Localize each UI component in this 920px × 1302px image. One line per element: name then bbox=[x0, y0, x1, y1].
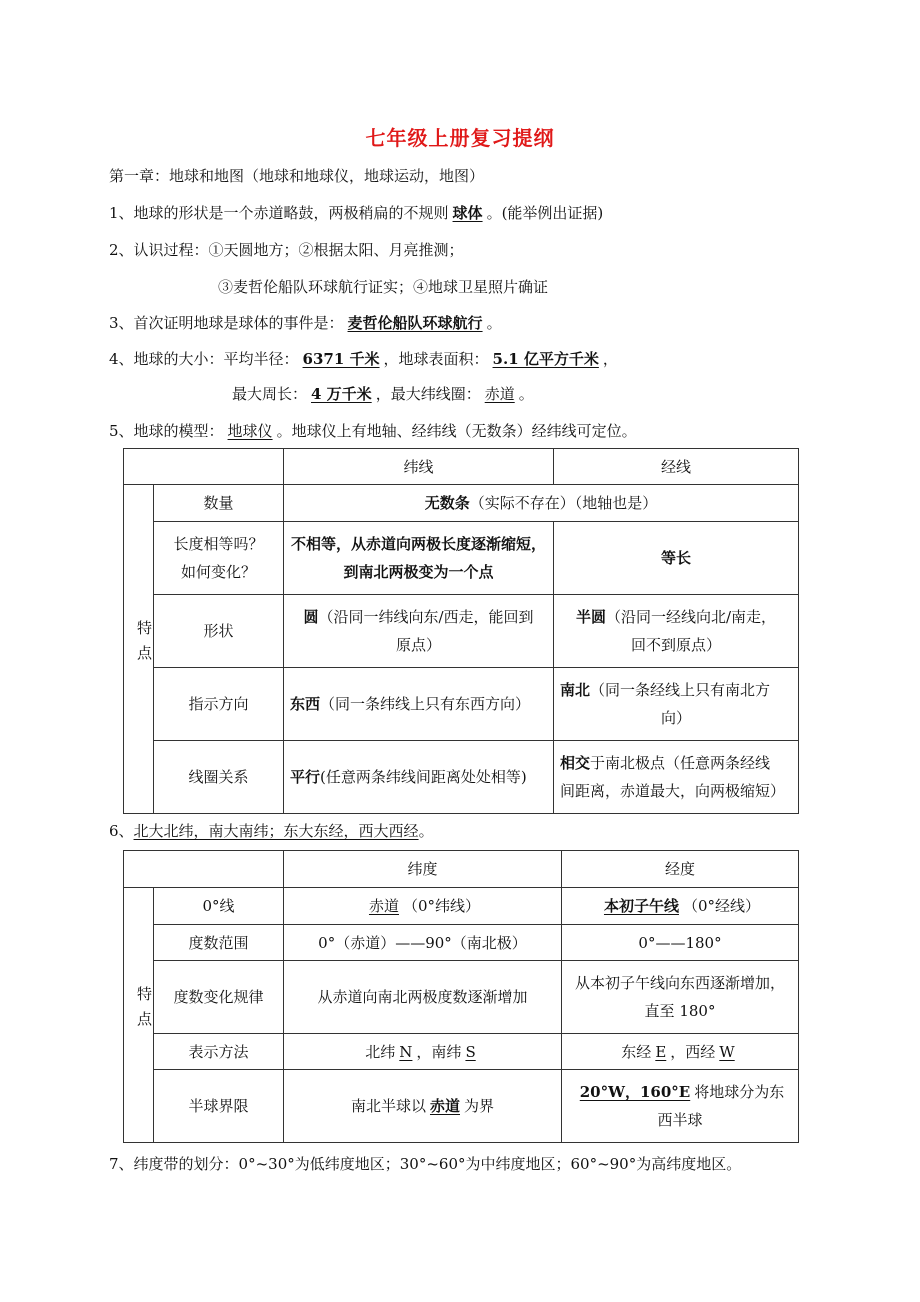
cell: 从赤道向南北两极度数逐渐增加 bbox=[284, 961, 562, 1034]
answer-blank: 北大北纬，南大南纬；东大东经，西大西经 bbox=[133, 822, 419, 840]
header-latitude-line: 纬线 bbox=[284, 449, 554, 485]
row-label: 度数范围 bbox=[154, 925, 284, 961]
cell: 圆（沿同一纬线向东/西走，能回到 原点） bbox=[284, 595, 554, 668]
item-4-line2: 最大周长： 4 万千米 ，最大纬线圈： 赤道 。 bbox=[232, 385, 534, 403]
item-6: 6、北大北纬，南大南纬；东大东经，西大西经。 bbox=[109, 822, 434, 840]
item-5: 5、地球的模型： 地球仪 。地球仪上有地轴、经纬线（无数条）经纬线可定位。 bbox=[109, 422, 637, 440]
header-longitude-line: 经线 bbox=[554, 449, 799, 485]
row-label: 数量 bbox=[154, 485, 284, 522]
item-3: 3、首次证明地球是球体的事件是： 麦哲伦船队环球航行 。 bbox=[109, 314, 502, 332]
group-label: 特点 bbox=[124, 888, 154, 1143]
cell: 半圆（沿同一经线向北/南走， 回不到原点） bbox=[554, 595, 799, 668]
answer-blank: 麦哲伦船队环球航行 bbox=[347, 314, 483, 332]
answer-blank: 5.1 亿平方千米 bbox=[492, 350, 599, 368]
cell: 平行(任意两条纬线间距离处处相等) bbox=[284, 741, 554, 814]
cell: 南北（同一条经线上只有南北方 向） bbox=[554, 668, 799, 741]
item-1: 1、地球的形状是一个赤道略鼓，两极稍扁的不规则 球体 。(能举例出证据) bbox=[109, 204, 604, 222]
header-longitude: 经度 bbox=[562, 851, 799, 888]
item-7: 7、纬度带的划分：0°~30°为低纬度地区；30°~60°为中纬度地区；60°~90°为高纬度地区。 bbox=[109, 1155, 742, 1173]
row-label: 度数变化规律 bbox=[154, 961, 284, 1034]
answer-blank: 地球仪 bbox=[227, 422, 273, 440]
cell: 南北半球以 赤道 为界 bbox=[284, 1070, 562, 1143]
row-label: 0°线 bbox=[154, 888, 284, 925]
cell: 20°W，160°E 将地球分为东 西半球 bbox=[562, 1070, 799, 1143]
corner-cell bbox=[124, 449, 284, 485]
latitude-longitude-lines-table bbox=[123, 448, 799, 814]
header-latitude: 纬度 bbox=[284, 851, 562, 888]
cell: 等长 bbox=[554, 522, 799, 595]
item-2-line2: ③麦哲伦船队环球航行证实；④地球卫星照片确证 bbox=[218, 278, 549, 296]
answer-blank: 4 万千米 bbox=[311, 385, 372, 403]
group-label: 特点 bbox=[124, 485, 154, 814]
cell: 赤道 （0°纬线） bbox=[284, 888, 562, 925]
cell: 从本初子午线向东西逐渐增加， 直至 180° bbox=[562, 961, 799, 1034]
row-label: 指示方向 bbox=[154, 668, 284, 741]
answer-blank: 6371 千米 bbox=[302, 350, 380, 368]
cell: 本初子午线 （0°经线） bbox=[562, 888, 799, 925]
cell: 东西（同一条纬线上只有东西方向） bbox=[284, 668, 554, 741]
cell: 无数条（实际不存在）（地轴也是） bbox=[284, 485, 799, 522]
cell: 不相等，从赤道向两极长度逐渐缩短， 到南北两极变为一个点 bbox=[284, 522, 554, 595]
row-label: 形状 bbox=[154, 595, 284, 668]
answer-blank: 赤道 bbox=[484, 385, 515, 403]
answer-blank: 球体 bbox=[452, 204, 483, 222]
row-label: 线圈关系 bbox=[154, 741, 284, 814]
cell: 东经 E ，西经 W bbox=[562, 1034, 799, 1070]
cell: 北纬 N ，南纬 S bbox=[284, 1034, 562, 1070]
item-2-line1: 2、认识过程：①天圆地方；②根据太阳、月亮推测； bbox=[109, 241, 464, 259]
row-label: 半球界限 bbox=[154, 1070, 284, 1143]
cell: 0°（赤道）——90°（南北极） bbox=[284, 925, 562, 961]
latitude-longitude-degrees-table bbox=[123, 850, 799, 1143]
page-title: 七年级上册复习提纲 bbox=[365, 126, 555, 150]
corner-cell bbox=[124, 851, 284, 888]
cell: 0°——180° bbox=[562, 925, 799, 961]
cell: 相交于南北极点（任意两条经线 间距离，赤道最大，向两极缩短） bbox=[554, 741, 799, 814]
row-label: 表示方法 bbox=[154, 1034, 284, 1070]
chapter-heading: 第一章：地球和地图（地球和地球仪，地球运动，地图） bbox=[109, 167, 485, 185]
item-4-line1: 4、地球的大小：平均半径： 6371 千米 ，地球表面积： 5.1 亿平方千米 ， bbox=[109, 350, 618, 368]
row-label: 长度相等吗？ 如何变化？ bbox=[154, 522, 284, 595]
